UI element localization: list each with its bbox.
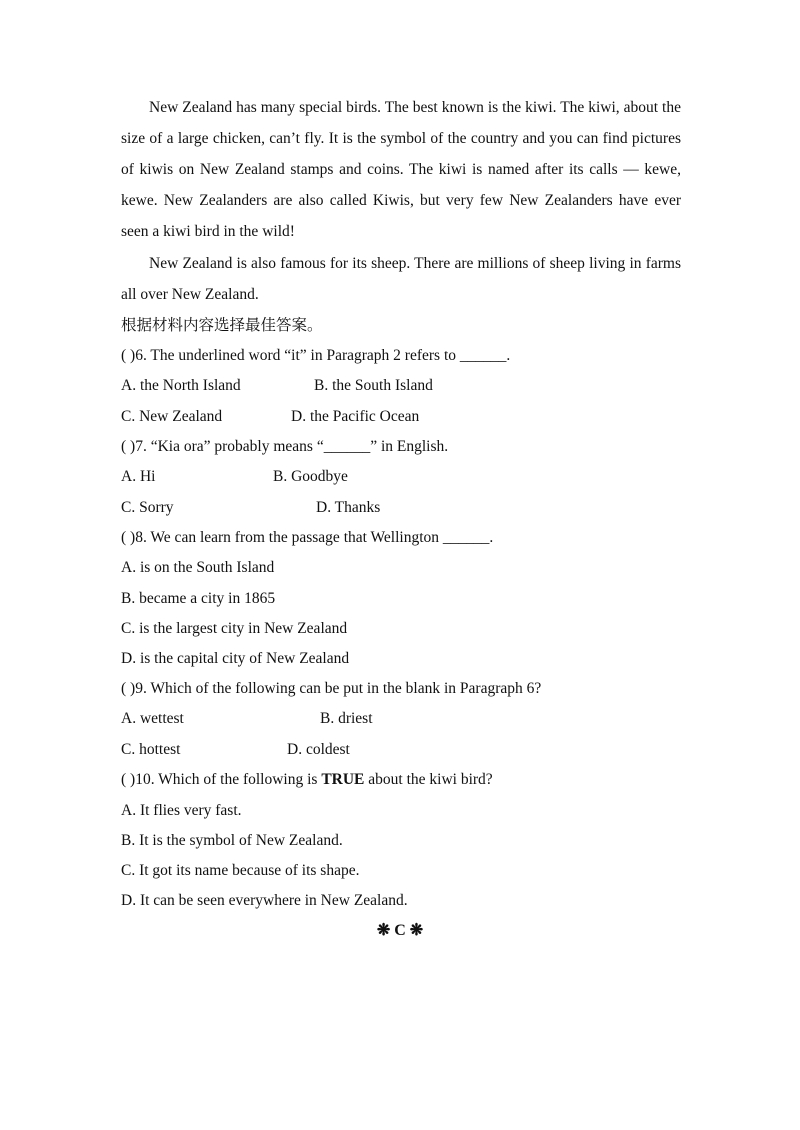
- question-10-option-a[interactable]: A. It flies very fast.: [121, 802, 242, 819]
- question-7-option-a[interactable]: A. Hi: [121, 468, 156, 485]
- question-9-option-b[interactable]: B. driest: [320, 710, 373, 727]
- question-9-option-c[interactable]: C. hottest: [121, 741, 181, 758]
- question-8-option-d[interactable]: D. is the capital city of New Zealand: [121, 650, 350, 667]
- instruction-text: 根据材料内容选择最佳答案。: [121, 317, 323, 334]
- question-6-option-b[interactable]: B. the South Island: [314, 377, 433, 394]
- true-emphasis: TRUE: [321, 771, 365, 788]
- question-6-option-a[interactable]: A. the North Island: [121, 377, 241, 394]
- question-8-option-b[interactable]: B. became a city in 1865: [121, 590, 276, 607]
- question-10-option-b[interactable]: B. It is the symbol of New Zealand.: [121, 832, 343, 849]
- question-7-option-c[interactable]: C. Sorry: [121, 499, 174, 516]
- question-8-option-a[interactable]: A. is on the South Island: [121, 559, 275, 576]
- question-6-option-d[interactable]: D. the Pacific Ocean: [291, 408, 420, 425]
- question-10-stem: ( )10. Which of the following is TRUE about the kiwi bird?: [121, 771, 493, 788]
- question-10-option-d[interactable]: D. It can be seen everywhere in New Zealand.: [121, 892, 408, 909]
- question-8-option-c[interactable]: C. is the largest city in New Zealand: [121, 620, 348, 637]
- question-9-stem: ( )9. Which of the following can be put in the blank in Paragraph 6?: [121, 680, 542, 697]
- passage-paragraph-2: New Zealand is also famous for its sheep. There are millions of sheep living in farms all over New Zealand.: [121, 255, 681, 303]
- question-7-option-b[interactable]: B. Goodbye: [273, 468, 348, 485]
- question-9-option-d[interactable]: D. coldest: [287, 741, 350, 758]
- question-7-stem: ( )7. “Kia ora” probably means “______” in English.: [121, 438, 449, 455]
- question-9-option-a[interactable]: A. wettest: [121, 710, 184, 727]
- question-7-option-d[interactable]: D. Thanks: [316, 499, 381, 516]
- question-8-stem: ( )8. We can learn from the passage that Wellington ______.: [121, 529, 494, 546]
- question-6-stem: ( )6. The underlined word “it” in Paragraph 2 refers to ______.: [121, 347, 511, 364]
- section-c-heading: ❋ C ❋: [376, 922, 424, 939]
- question-10-option-c[interactable]: C. It got its name because of its shape.: [121, 862, 360, 879]
- passage-paragraph-1: New Zealand has many special birds. The best known is the kiwi. The kiwi, about the size of a large chicken, can’t fly. It is the symbol of the country and you can find pictures of kiwis on New Zealand stamps and coins. The kiwi is named after its calls — kewe, kewe. New Zealanders are also called Kiwis, but very few New Zealanders have ever seen a kiwi bird in the wild!: [121, 99, 681, 240]
- question-6-option-c[interactable]: C. New Zealand: [121, 408, 223, 425]
